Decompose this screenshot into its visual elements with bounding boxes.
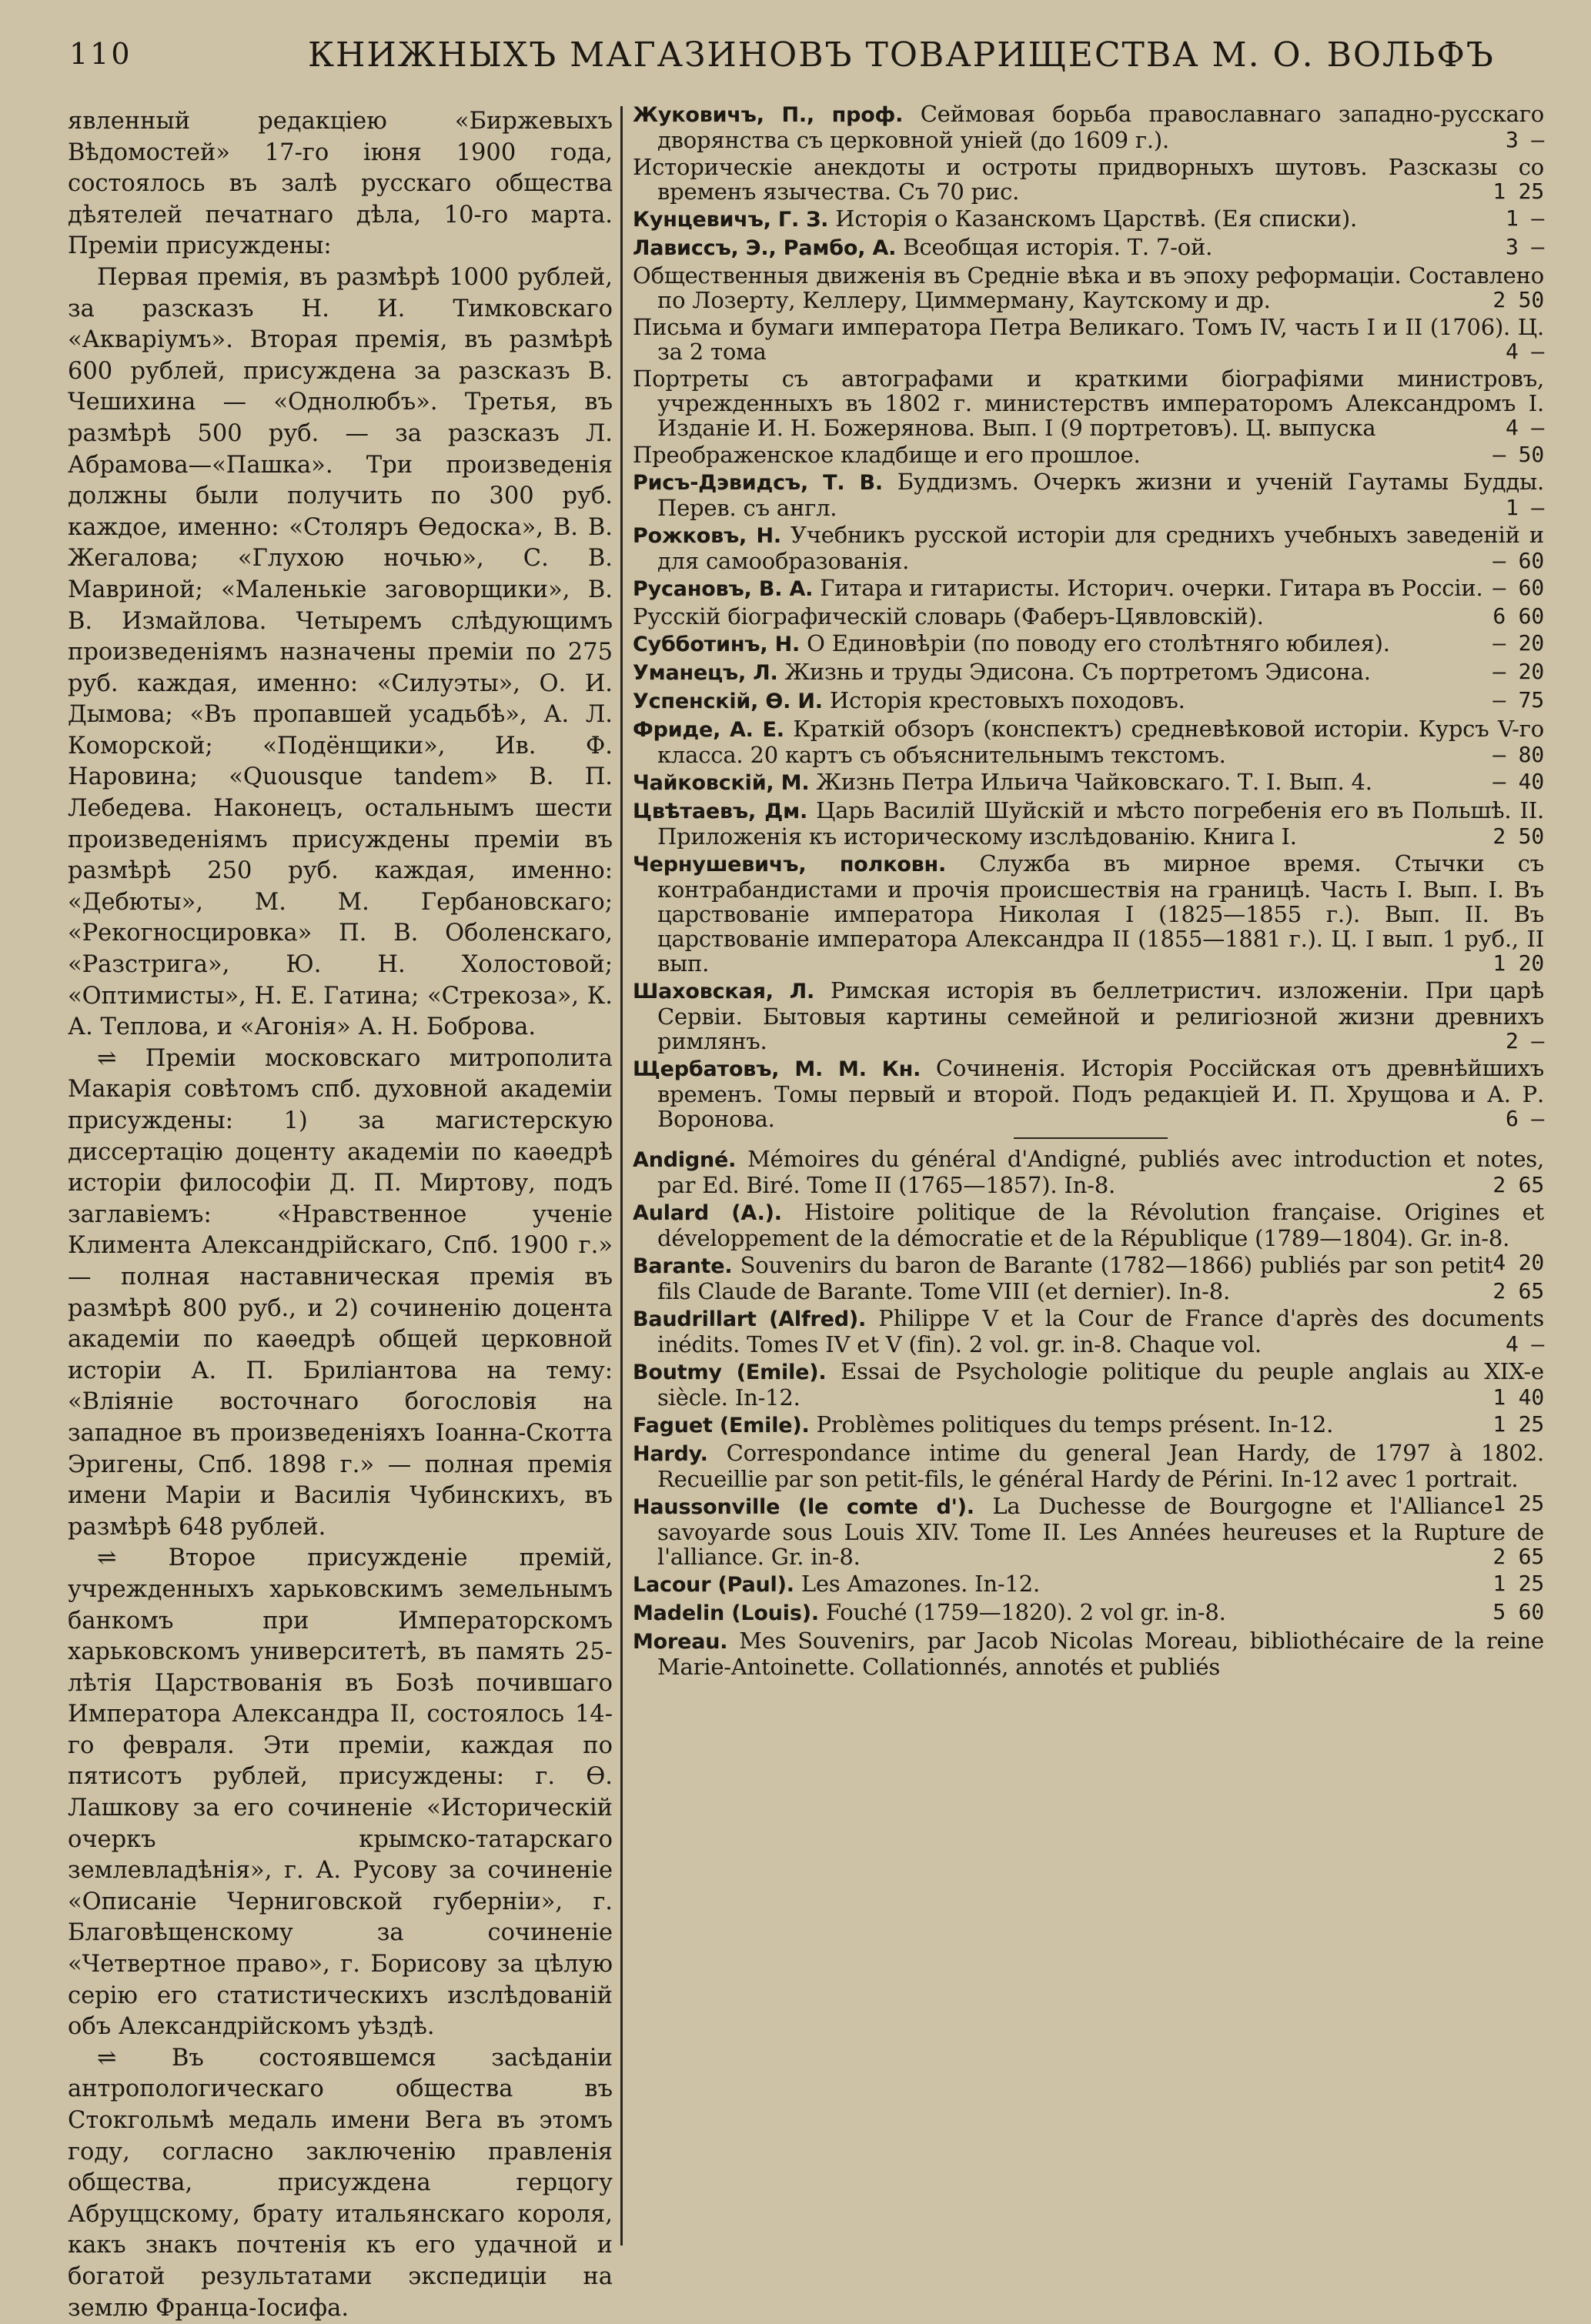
page-number: 110 — [69, 37, 132, 71]
book-title: Исторія о Казанскомъ Царствѣ. (Ея списки). — [828, 205, 1357, 232]
book-price: 1 25 — [1492, 179, 1544, 204]
book-title: Жизнь Петра Ильича Чайковскаго. Т. I. Вып. 4. — [809, 769, 1372, 795]
book-entry — [633, 263, 1549, 312]
paragraph-kharkov-prizes: ⇌ Второе присужденіе премій, учрежденныхъ харьковскимъ земельнымъ банкомъ при Императорскомъ харьковскомъ университетѣ, въ память 25-лѣтія Царствованія въ Бозѣ почившаго Императора Александра II, состоялось 14-го февраля. Эти преміи, каждая по пятисотъ рублей, присуждены: г. Ѳ. Лашкову за его сочиненіе «Историческій очеркъ крымско-татарскаго землевладѣнія», г. А. Русову за сочиненіе «Описаніе Черниговской губерніи», г. Благовѣщенскому за сочиненіе «Четвертное право», г. Борисову за цѣлую серію его статистическихъ изслѣдованій объ Александрійскомъ уѣздѣ. — [68, 1544, 613, 2041]
paragraph-prizes: Первая премія, въ размѣрѣ 1000 рублей, за разсказъ Н. И. Тимковскаго «Акваріумъ». Вторая премія, въ размѣрѣ 600 рублей, присуждена за разсказъ В. Чешихина — «Однолюбъ». Третья, въ размѣрѣ 500 руб. — за разсказъ Л. Абрамова—«Пашка». Три произведенія должны были получить по 300 руб. каждое, именно: «Столяръ Ѳедоска», В. В. Жегалова; «Глухою ночью», С. В. Мавриной; «Маленькіе заговорщики», В. В. Измайлова. Четыремъ слѣдующимъ произведеніямъ назначены преміи по 275 руб. каждая, именно: «Силуэты», О. И. Дымова; «Въ пропавшей усадьбѣ», А. Л. Коморской; «Подёнщики», Ив. Ф. Наровина; «Quousque tandem» В. П. Лебедева. Наконецъ, остальнымъ шести произведеніямъ присуждены преміи въ размѣрѣ 250 руб. каждая, именно: «Дебюты», М. М. Гербановскаго; «Рекогносцировка» П. В. Оболенскаго, «Разстрига», Ю. Н. Холостовой; «Оптимисты», Н. Е. Гатина; «Стрекоза», К. А. Теплова, и «Агонія» А. Н. Боброва. — [68, 263, 613, 1041]
book-title: Римская исторія въ беллетристич. изложеніи. При царѣ Сервіи. Бытовыя картины семейной и религіозной жизни древнихъ римлянъ. — [657, 977, 1544, 1054]
book-title: Correspondance intime du general Jean Hardy, de 1797 à 1802. Recueillie par son petit-fils, le général Hardy de Périni. In-12 avec 1 portrait. — [657, 1440, 1544, 1492]
book-title: Гитара и гитаристы. Историч. очерки. Гитара въ Россіи. — [813, 575, 1483, 601]
book-author: Barante. — [633, 1254, 733, 1278]
book-author: Чайковскій, М. — [633, 771, 810, 795]
book-entry — [633, 1056, 1549, 1131]
book-title: La Duchesse de Bourgogne et l'Alliance savoyarde sous Louis XIV. Tome II. Les Années heureuses et la Rupture de l'alliance. Gr. in-8. — [657, 1493, 1544, 1570]
book-price: 2 50 — [1492, 823, 1544, 849]
book-author: Шаховская, Л. — [633, 980, 815, 1003]
book-title: Fouché (1759—1820). 2 vol gr. in-8. — [818, 1599, 1226, 1625]
book-price: 6 60 — [1492, 603, 1544, 629]
book-title: Общественныя движенія въ Средніе вѣка и въ эпоху реформаціи. Составлено по Лозерту, Келлеру, Циммерману, Каутскому и др. — [633, 262, 1544, 313]
book-price: 2 65 — [1492, 1544, 1544, 1569]
book-price: 5 60 — [1492, 1599, 1544, 1624]
book-author: Лависсъ, Э., Рамбо, А. — [633, 236, 897, 260]
book-title: Problèmes politiques du temps présent. In-12. — [809, 1411, 1334, 1437]
book-title: Письма и бумаги императора Петра Великаго. Томъ IV, часть I и II (1706). Ц. за 2 тома — [633, 314, 1544, 365]
book-author: Щербатовъ, М. М. Кн. — [633, 1057, 921, 1081]
book-entry — [633, 1412, 1549, 1438]
book-title: Учебникъ русской исторіи для среднихъ учебныхъ заведеній и для самообразованія. — [657, 522, 1544, 574]
book-title: Сочиненія. Исторія Россійская отъ древнѣйшихъ временъ. Томы первый и второй. Подъ редакціей И. П. Хрущова и А. Р. Воронова. — [657, 1055, 1544, 1132]
book-entry — [633, 315, 1549, 364]
book-price: 4 — — [1506, 415, 1544, 440]
book-entry — [633, 469, 1549, 520]
book-entry — [633, 155, 1549, 204]
book-author: Рожковъ, Н. — [633, 524, 781, 548]
book-entry — [633, 442, 1549, 467]
book-title: Служба въ мирное время. Стычки съ контрабандистами и прочія происшествія на границѣ. Часть I. Вып. I. Въ царствованіе императора Николая I (1825—1855 г.). Вып. II. Въ царствованіе императора Александра II (1855—1881 г.). Ц. I вып. 1 руб., II вып. — [657, 850, 1545, 977]
book-entry — [633, 523, 1549, 573]
book-price: 2 — — [1506, 1028, 1544, 1053]
book-entry — [633, 716, 1549, 767]
book-price: — 80 — [1492, 742, 1544, 767]
book-price: 1 20 — [1492, 950, 1544, 976]
book-entry — [633, 1600, 1549, 1626]
book-price: — 50 — [1492, 442, 1544, 467]
book-price: 1 — — [1506, 495, 1544, 520]
paragraph-vega-medal: ⇌ Въ состоявшемся засѣданіи антропологическаго общества въ Стокгольмѣ медаль имени Вега въ этомъ году, согласно заключенію правленія общества, присуждена герцогу Абруццскому, брату итальянскаго короля, какъ знакъ почтенія къ его удачной и богатой результатами экспедиціи на землю Франца-Іосифа. — [68, 2044, 613, 2322]
left-column — [68, 106, 613, 2322]
book-author: Andigné. — [633, 1148, 737, 1172]
book-title: Русскій біографическій словарь (Фаберъ-Цявловскій). — [633, 603, 1264, 629]
book-entry — [633, 851, 1549, 976]
book-author: Уманецъ, Л. — [633, 661, 778, 685]
book-title: Исторія крестовыхъ походовъ. — [822, 687, 1185, 713]
book-price: — 60 — [1492, 548, 1544, 573]
running-header — [0, 32, 1591, 86]
book-author: Aulard (A.). — [633, 1201, 782, 1225]
book-title: Всеобщая исторія. Т. 7-ой. — [896, 234, 1213, 260]
book-entry — [633, 1359, 1549, 1410]
russian-book-list — [633, 102, 1549, 1131]
book-author: Русановъ, В. А. — [633, 577, 814, 601]
book-author: Baudrillart (Alfred). — [633, 1307, 867, 1331]
book-price: — 75 — [1492, 687, 1544, 713]
paragraph-makarius-prizes: ⇌ Преміи московскаго митрополита Макарія совѣтомъ спб. духовной академіи присуждены: 1) за магистерскую диссертацію доценту академіи по каѳедрѣ исторіи философіи Д. П. Миртову, подъ заглавіемъ: «Нравственное ученіе Климента Александрійскаго, Спб. 1900 г.» — полная наставническая премія въ размѣрѣ 800 руб., и 2) сочиненію доцента академіи по каѳедрѣ общей церковной исторіи А. П. Бриліантова на тему: «Вліяніе восточнаго богословія на западное въ произведеніяхъ Іоанна-Скотта Эригены, Спб. 1898 г.» — полная премія имени Маріи и Василія Чубинскихъ, въ размѣрѣ 648 рублей. — [68, 1044, 613, 1541]
book-price: 4 20 — [1492, 1250, 1544, 1275]
book-title: Les Amazones. In-12. — [794, 1571, 1041, 1597]
book-title: Преображенское кладбище и его прошлое. — [633, 442, 1141, 468]
paragraph-continuation: явленный редакціею «Биржевыхъ Вѣдомостей» 17-го іюня 1900 года, состоялось въ залѣ русскаго общества дѣятелей печатнаго дѣла, 10-го марта. Преміи присуждены: — [68, 108, 613, 260]
book-title: Царь Василій Шуйскій и мѣсто погребенія его въ Польшѣ. II. Приложенія къ историческому изслѣдованію. Книга I. — [657, 797, 1544, 850]
book-title: О Единовѣріи (по поводу его столѣтняго юбилея). — [800, 630, 1390, 656]
book-title: Histoire politique de la Révolution française. Origines et développement de la démocratie et de la République (1789—1804). Gr. in-8. — [657, 1199, 1545, 1251]
book-entry — [633, 770, 1549, 796]
book-entry — [633, 235, 1549, 261]
book-title: Буддизмъ. Очеркъ жизни и ученій Гаутамы Будды. Перев. съ англ. — [657, 469, 1544, 521]
column-divider — [620, 106, 623, 2246]
book-entry — [633, 1628, 1549, 1679]
book-author: Кунцевичъ, Г. З. — [633, 208, 829, 232]
book-author: Чернушевичъ, полковн. — [633, 853, 947, 877]
book-price: 1 40 — [1492, 1384, 1544, 1410]
book-price: 1 — — [1506, 205, 1544, 231]
book-price: 2 65 — [1492, 1172, 1544, 1197]
book-author: Успенскій, Ѳ. И. — [633, 690, 823, 713]
book-title: Портреты съ автографами и краткими біографіями министровъ, учрежденныхъ въ 1802 г. министерствъ императоромъ Александромъ I. Изданіе И. Н. Божерянова. Вып. I (9 портретовъ). Ц. выпуска — [633, 366, 1544, 441]
book-author: Рисъ-Дэвидсъ, Т. В. — [633, 471, 883, 495]
book-title: Сеймовая борьба православнаго западно-русскаго дворянства съ церковной уніей (до 1609 г.). — [657, 101, 1544, 153]
book-price: 4 — — [1506, 1331, 1544, 1357]
book-title: Mes Souvenirs, par Jacob Nicolas Moreau, bibliothécaire de la reine Marie-Antoinette. Collationnés, annotés et publiés — [657, 1628, 1544, 1680]
book-entry — [633, 576, 1549, 602]
book-price: 2 50 — [1492, 287, 1544, 312]
book-title: Philippe V et la Cour de France d'après des documents inédits. Tomes IV et V (fin). 2 vol. gr. in-8. Chaque vol. — [657, 1305, 1544, 1357]
book-list-column — [633, 102, 1549, 2256]
book-entry — [633, 102, 1549, 152]
book-author: Faguet (Emile). — [633, 1414, 810, 1437]
book-entry — [633, 978, 1549, 1053]
book-title: Essai de Psychologie politique du peuple anglais au XIX-e siècle. In-12. — [657, 1358, 1544, 1411]
book-author: Фриде, А. Е. — [633, 718, 784, 742]
section-separator — [1014, 1137, 1168, 1139]
book-title: Жизнь и труды Эдисона. Съ портретомъ Эдисона. — [777, 659, 1371, 685]
book-price: 1 25 — [1492, 1491, 1544, 1516]
book-author: Haussonville (le comte d'). — [633, 1495, 974, 1519]
book-price: 1 25 — [1492, 1571, 1544, 1596]
book-entry — [633, 366, 1549, 440]
book-price: — 60 — [1492, 575, 1544, 600]
book-entry — [633, 604, 1549, 629]
header-title: КНИЖНЫХЪ МАГАЗИНОВЪ ТОВАРИЩЕСТВА М. О. ВОЛЬФЪ — [308, 35, 1495, 75]
book-price: 4 — — [1506, 339, 1544, 364]
book-price: — 20 — [1492, 630, 1544, 656]
book-entry — [633, 688, 1549, 714]
book-price: — 20 — [1492, 659, 1544, 684]
book-entry — [633, 798, 1549, 849]
book-price: — 40 — [1492, 769, 1544, 794]
book-author: Boutmy (Emile). — [633, 1361, 827, 1384]
french-book-list — [633, 1147, 1549, 1679]
book-price: 1 25 — [1492, 1411, 1544, 1437]
book-price: 3 — — [1506, 127, 1544, 152]
book-entry — [633, 1253, 1549, 1304]
book-entry — [633, 659, 1549, 686]
book-entry — [633, 631, 1549, 657]
book-price: 3 — — [1506, 234, 1544, 259]
book-author: Жуковичъ, П., проф. — [633, 103, 904, 127]
book-author: Цвѣтаевъ, Дм. — [633, 800, 808, 823]
book-author: Moreau. — [633, 1630, 728, 1654]
book-title: Souvenirs du baron de Barante (1782—1866) publiés par son petit fils Claude de Barante. Tome VIII (et dernier). In-8. — [657, 1252, 1493, 1304]
book-title: Историческіе анекдоты и остроты придворныхъ шутовъ. Разсказы со временъ язычества. Съ 70 рис. — [633, 154, 1544, 205]
book-title: Mémoires du général d'Andigné, publiés avec introduction et notes, par Ed. Biré. Tome II (1765—1857). In-8. — [657, 1146, 1544, 1198]
book-price: 2 65 — [1492, 1278, 1544, 1304]
book-author: Lacour (Paul). — [633, 1573, 794, 1597]
book-price: 6 — — [1506, 1106, 1544, 1131]
book-entry — [633, 1571, 1549, 1598]
book-title: Краткій обзоръ (конспектъ) средневѣковой исторіи. Курсъ V-го класса. 20 картъ съ объяснительнымъ текстомъ. — [657, 716, 1544, 768]
book-entry — [633, 1306, 1549, 1357]
book-author: Madelin (Louis). — [633, 1601, 819, 1625]
book-author: Hardy. — [633, 1442, 708, 1466]
book-entry — [633, 1494, 1549, 1569]
book-author: Субботинъ, Н. — [633, 633, 801, 656]
book-entry — [633, 206, 1549, 232]
book-entry — [633, 1147, 1549, 1197]
